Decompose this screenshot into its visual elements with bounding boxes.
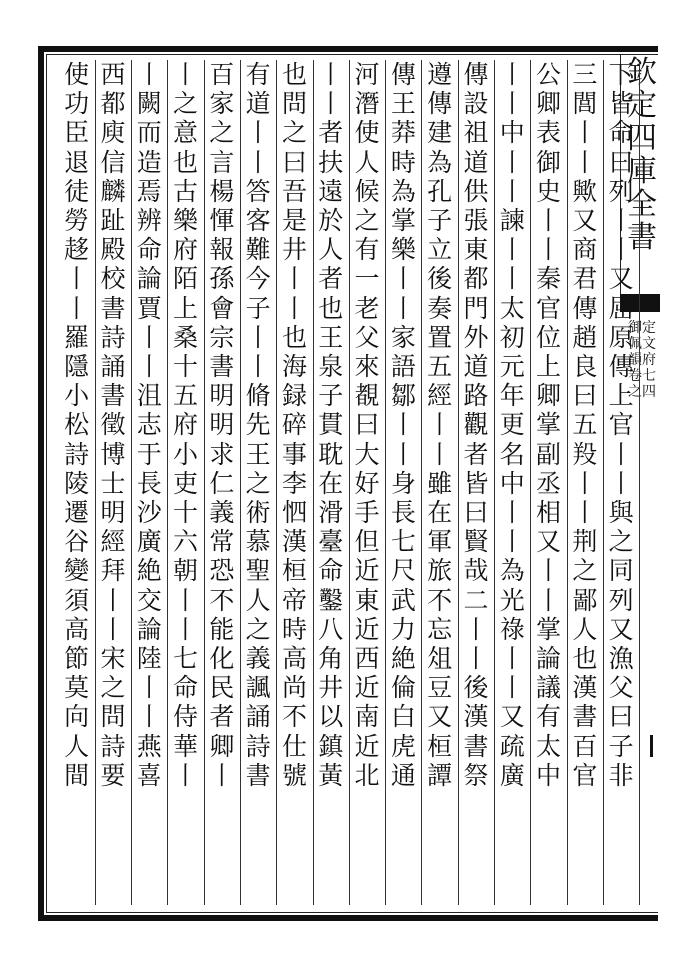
text-column-7: 傳王莽時為掌樂丨丨家語鄒丨丨身長七尺武力絶倫白虎通 <box>385 60 422 905</box>
text-column-12: 百家之言楊惲報孫會宗書明明求仁義常恐不能化民者卿丨 <box>204 60 241 905</box>
text-column-11: 有道丨丨答客難今子丨丨脩先王之術慕聖人之義諷誦詩書 <box>240 60 277 905</box>
book-title: 欽定四庫全書 <box>627 55 657 255</box>
text-column-3: 公卿表御史丨丨秦官位上卿掌副丞相又丨丨掌論議有太中 <box>530 60 567 905</box>
text-column-13: 丨之意也古樂府陌上桑十五府小吏十六朝丨丨七命侍華丨 <box>167 60 204 905</box>
text-column-14: 丨闕而造焉辨命論賈丨丨沮志于長沙廣絶交論陸丨丨燕喜 <box>131 60 168 905</box>
text-column-10: 也問之曰吾是井丨丨也海録碎事李怬漢桓帝時高尚不仕號 <box>276 60 313 905</box>
text-column-9: 丨丨者扶遠於人者也王泉子貫耽在滑臺命鑿八角井以鎮黃 <box>313 60 350 905</box>
volume-label: 御定佩文韻府 卷七之四 <box>628 320 656 400</box>
text-column-15: 西都庾信麟趾殿校書詩誦書徵博士明經拜丨丨宋之問詩要 <box>95 60 132 905</box>
text-column-4: 丨丨中丨丨諫丨丨太初元年更名中丨丨為光祿丨丨又疏廣 <box>494 60 531 905</box>
text-column-16: 使功臣退徒勞趍丨丨羅隱小松詩陵遷谷變須高節莫向人間 <box>59 60 96 905</box>
text-column-5: 傳設祖道供張東都門外道路觀者皆曰賢哉二丨丨後漢書祭 <box>458 60 495 905</box>
text-column-2: 三閭丨丨歟又商君傳趙良曰五羖丨丨荆之鄙人也漢書百官 <box>567 60 604 905</box>
text-column-6: 遵傳建為孔子立後奏置五經丨丨雖在軍旅不忘俎豆又桓譚 <box>422 60 459 905</box>
text-column-1: 下皆命曰列丨丨又屈原傳上官丨丨與之同列又漁父曰子非 <box>603 60 640 905</box>
text-column-8: 河潛使人候之有一老父來覩曰大好手但近東近西近南近北 <box>349 60 386 905</box>
edge-mark <box>650 735 663 757</box>
